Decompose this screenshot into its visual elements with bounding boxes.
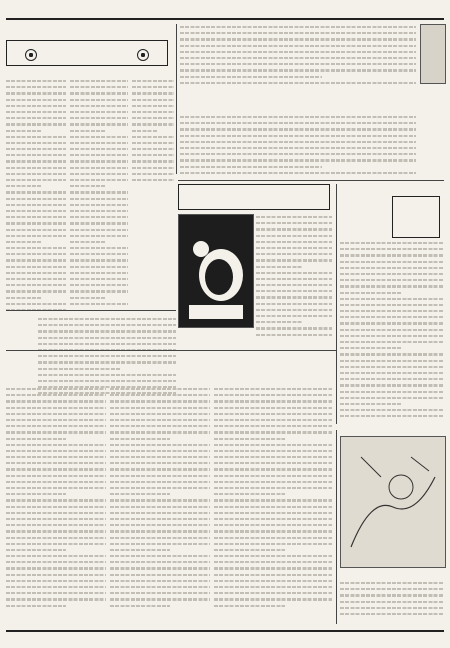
article-persimmon-banner: [178, 184, 330, 210]
article-pillow-banner: [212, 88, 420, 108]
section-divider: [178, 180, 444, 181]
column-logo-image: [420, 24, 446, 84]
text-line: [340, 413, 444, 419]
text-line: [6, 603, 66, 609]
article-mud-text-col2: [110, 386, 210, 614]
column-divider: [336, 430, 337, 624]
section-divider: [6, 310, 176, 311]
article-mother-text-col2: [70, 78, 128, 308]
text-line: [340, 611, 444, 617]
woodcut-illustration-image: [178, 214, 254, 328]
article-mother-text-col1: [6, 78, 66, 318]
column-divider: [336, 184, 337, 424]
text-line: [132, 177, 174, 183]
article-mud-text-col1: [6, 386, 106, 614]
article-pillow-text-top: [180, 24, 416, 86]
text-line: [214, 603, 285, 609]
section-divider: [6, 350, 336, 351]
text-line: [180, 170, 416, 176]
page-footer: [6, 630, 444, 644]
drawing-text: [340, 580, 444, 622]
rooster-woodcut-icon: [179, 215, 253, 327]
decorative-circle-icon: [25, 49, 37, 61]
line-drawing-image: [340, 436, 446, 568]
sketch-illustration-icon: [341, 437, 445, 567]
article-mud-text-col3: [214, 386, 332, 614]
text-line: [180, 80, 416, 86]
text-line: [110, 603, 170, 609]
article-mother-banner: [6, 40, 168, 66]
right-column-title-box: [392, 196, 440, 238]
column-divider: [176, 24, 177, 174]
article-persimmon-text: [256, 214, 332, 338]
article-pillow-text-bottom: [180, 114, 416, 176]
side-column-heading: [6, 316, 34, 382]
text-line: [70, 301, 128, 307]
text-line: [256, 332, 332, 338]
article-mud-banner: [104, 354, 274, 374]
decorative-circle-icon: [137, 49, 149, 61]
article-mother-text-col3: [132, 78, 174, 188]
right-column-text: [340, 240, 444, 420]
page-header-bar: [6, 4, 444, 20]
